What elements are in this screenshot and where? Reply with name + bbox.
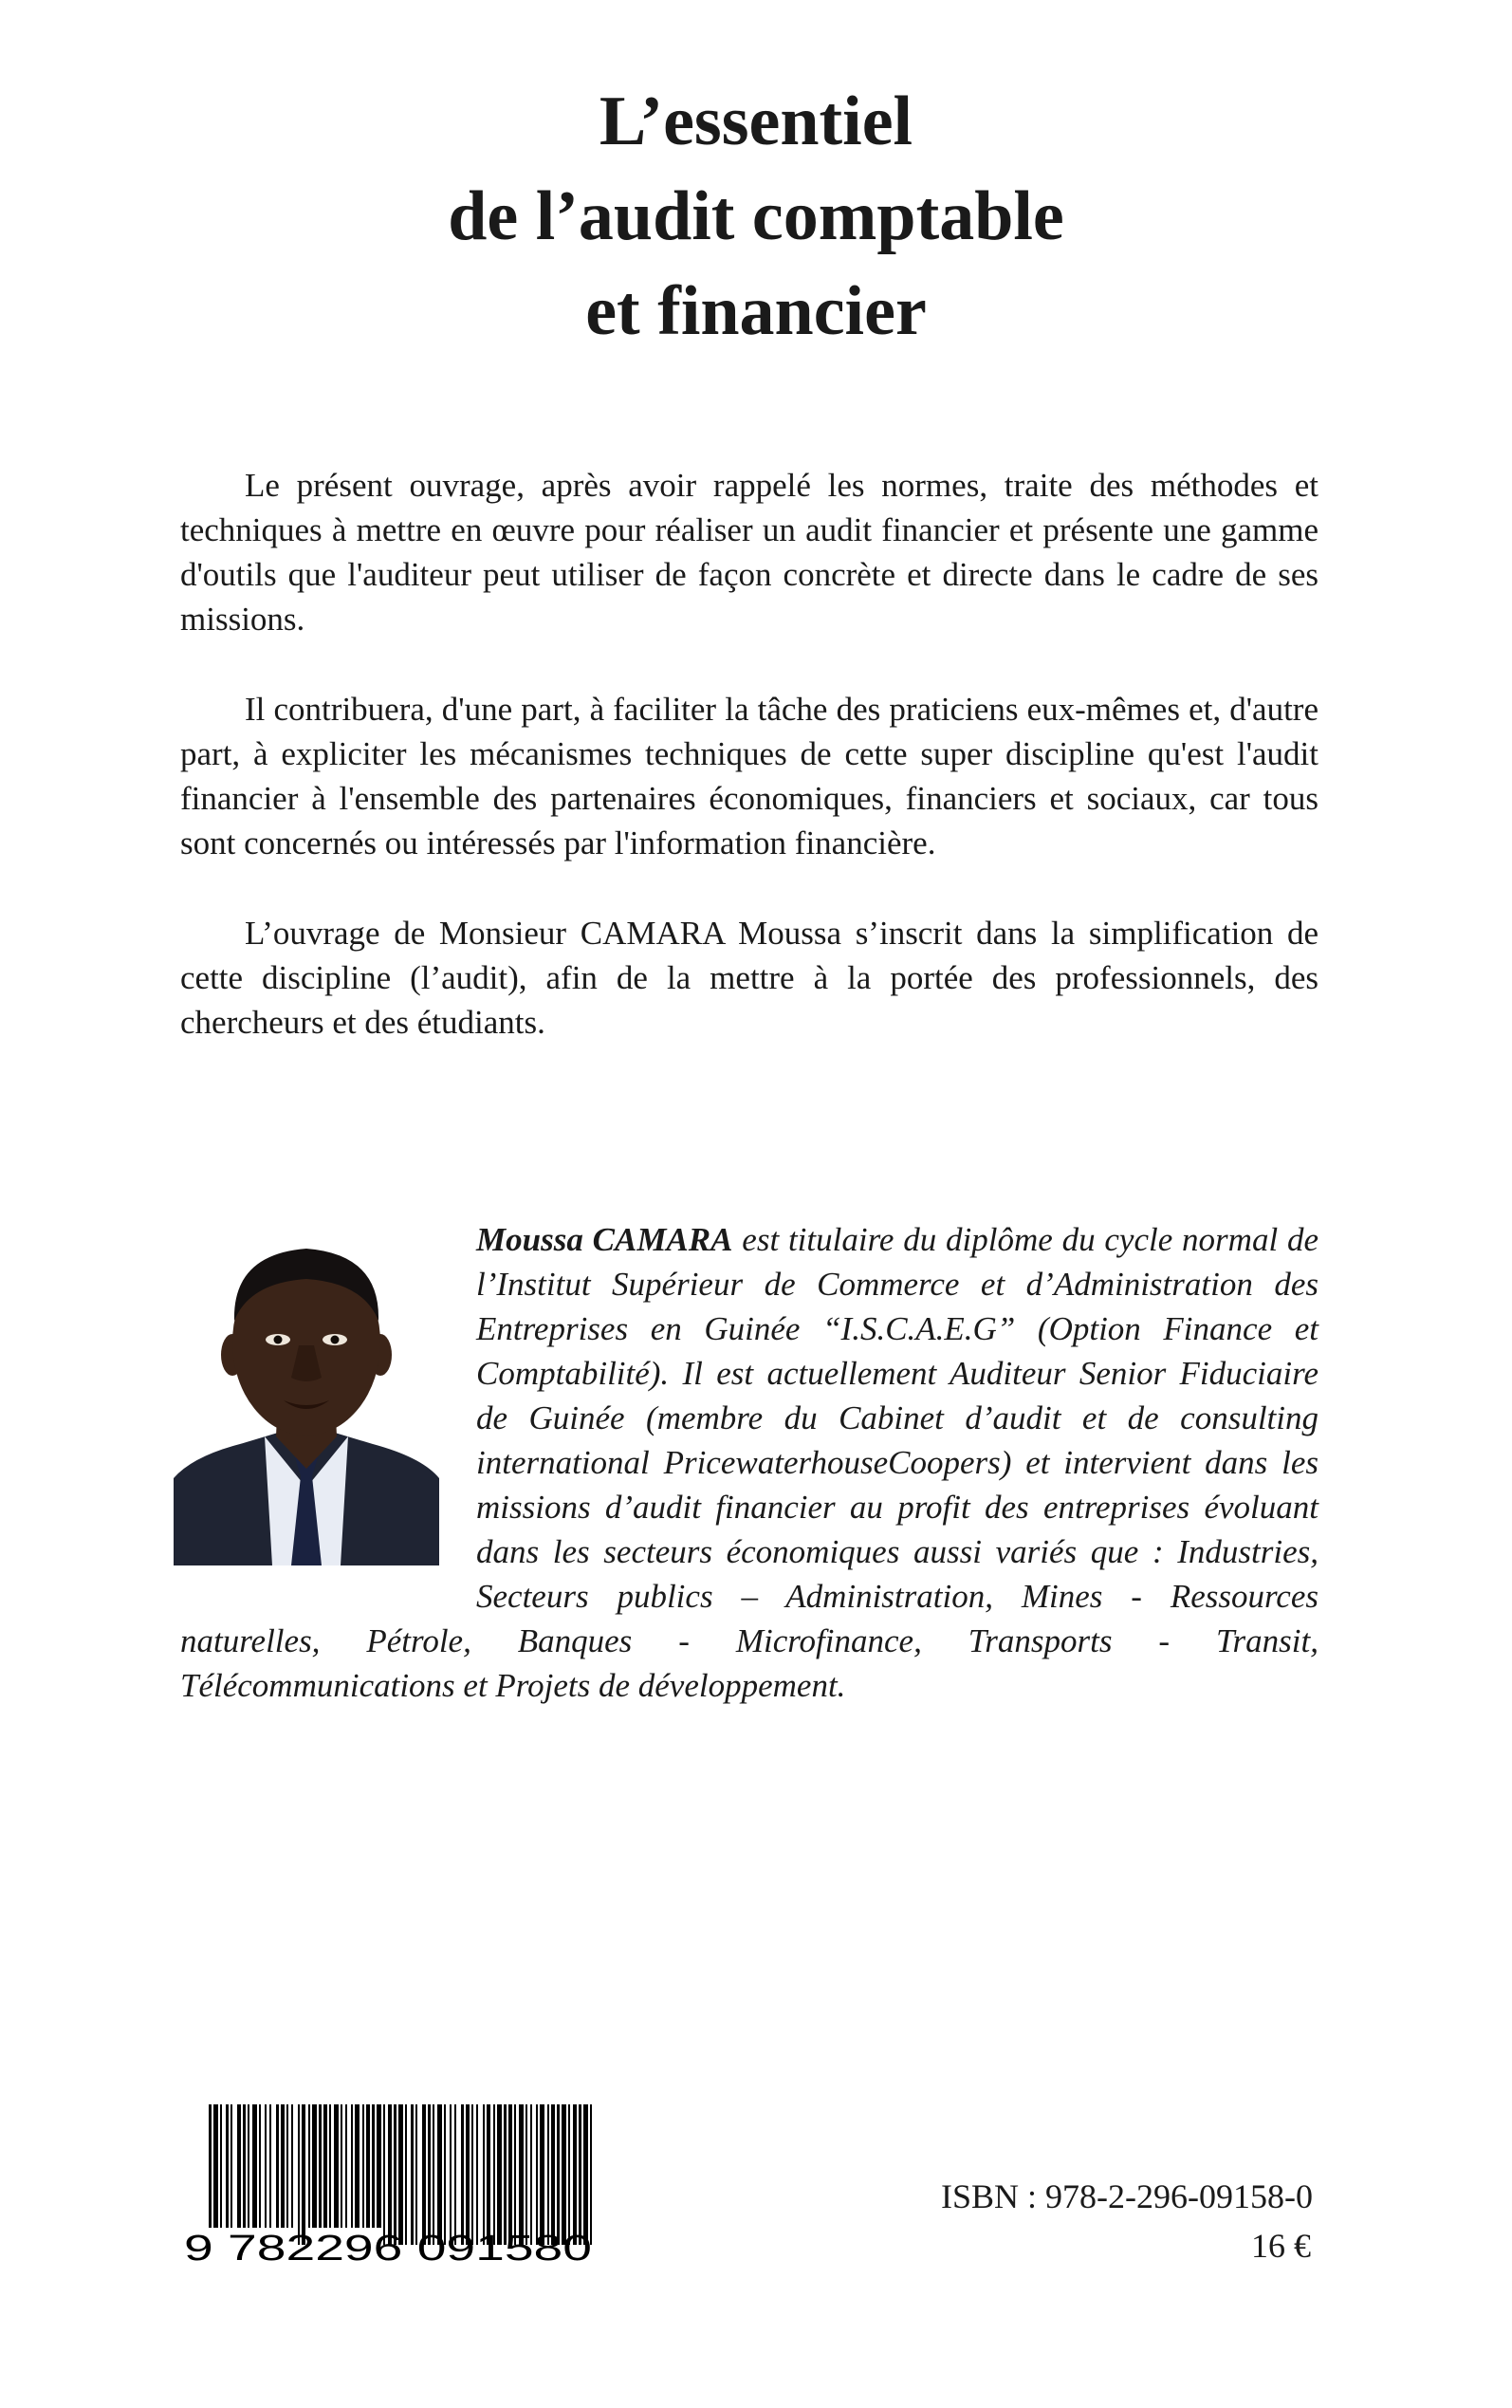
barcode-bar [428, 2104, 431, 2245]
barcode-bar [573, 2104, 577, 2245]
barcode-bar [220, 2104, 222, 2228]
barcode-bar [461, 2104, 464, 2245]
barcode-bar [276, 2104, 279, 2228]
barcode-bar [286, 2104, 288, 2228]
barcode-bar [269, 2104, 271, 2228]
barcode-bar [557, 2104, 560, 2245]
barcode-bar [377, 2104, 381, 2228]
barcode-bar [514, 2104, 516, 2245]
barcode-bar [536, 2104, 538, 2245]
photo-spacer [180, 1217, 476, 1578]
barcode-bar [568, 2104, 570, 2245]
barcode-bar [444, 2104, 446, 2245]
isbn-barcode [171, 2104, 607, 2266]
barcode-bar [579, 2104, 581, 2245]
barcode-bar [362, 2104, 364, 2228]
barcode-bar [493, 2104, 495, 2245]
title-line-1: L’essentiel [599, 83, 913, 160]
summary-paragraph-3: L’ouvrage de Monsieur CAMARA Moussa s’inscrit dans la simplification de cette discipline (l’audit), afin de la mettre à la portée des professionnels, des chercheurs et des étudiants. [180, 915, 1318, 1041]
barcode-bar [298, 2104, 300, 2245]
barcode-bar [519, 2104, 524, 2245]
barcode-bar [291, 2104, 293, 2228]
barcode-bar [351, 2104, 353, 2228]
barcode-bar [252, 2104, 257, 2228]
barcode-bar [372, 2104, 375, 2228]
author-name: Moussa CAMARA [476, 1221, 733, 1258]
barcode-bar [526, 2104, 527, 2245]
barcode-bar [237, 2104, 241, 2228]
barcode-bar [508, 2104, 512, 2245]
barcode-bar [454, 2104, 456, 2245]
barcode-bar [497, 2104, 502, 2245]
barcode-bar [398, 2104, 403, 2245]
barcode-bar [341, 2104, 342, 2228]
barcode-bar [226, 2104, 229, 2228]
price-label: 16 € [1251, 2227, 1311, 2265]
book-summary [180, 463, 1318, 1090]
isbn-number: ISBN : 978-2-296-09158-0 [941, 2177, 1313, 2215]
barcode-bar [345, 2104, 347, 2228]
barcode-bar [281, 2104, 285, 2228]
barcode-bar [265, 2104, 267, 2228]
barcode-bar [562, 2104, 566, 2245]
barcode-bar [334, 2104, 339, 2228]
barcode-bar [213, 2104, 218, 2245]
barcode-bar [551, 2104, 555, 2245]
title-line-2: de l’audit comptable [448, 177, 1064, 255]
barcode-bar [476, 2104, 478, 2245]
summary-paragraph-2: Il contribuera, d'une part, à faciliter la tâche des praticiens eux-mêmes et, d'autre part, à expliciter les mécanismes techniques de cette super discipline qu'est l'audit financier à l'ensemble des partenaires économiques, financiers et sociaux, car tous sont concernés ou intéressés par l'information financière. [180, 691, 1318, 861]
barcode-bar [312, 2104, 317, 2228]
barcode-bar [450, 2104, 452, 2245]
barcode-bar [471, 2104, 473, 2245]
barcode-bar [540, 2104, 544, 2245]
author-bio-text: est titulaire du diplôme du cycle normal de l’Institut Supérieur de Commerce et d’Administration des Entreprises en Guinée “I.S.C.A.E.G” (Option Finance et Comptabilité). Il est actuellement Auditeur Senior Fiduciaire de Guinée (membre du Cabinet d’audit et de consulting international PricewaterhouseCoopers) et intervient dans les missions d’audit financier au profit des entreprises évoluant dans les secteurs économiques aussi variés que : Industries, Secteurs publics – Administration, Mines - Ressources naturelles, Pétrole, Banques - Microfinance, Transports - Transit, Télécommunications et Projets de développement. [180, 1221, 1319, 1704]
barcode-bar [366, 2104, 370, 2228]
barcode-bar [230, 2104, 232, 2228]
barcode-bar [388, 2104, 392, 2245]
barcode-bar [437, 2104, 442, 2245]
barcode-bar [308, 2104, 310, 2228]
summary-paragraph-1: Le présent ouvrage, après avoir rappelé les normes, traite des méthodes et techniques à mettre en œuvre pour réaliser un audit financier et présente une gamme d'outils que l'auditeur peut utiliser de façon concrète et directe dans le cadre de ses missions. [180, 467, 1318, 638]
barcode-bar [383, 2104, 385, 2245]
barcode-bar [483, 2104, 485, 2245]
title-line-3: et financier [585, 272, 927, 350]
barcode-bar [583, 2104, 588, 2245]
barcode-bar [590, 2104, 592, 2245]
barcode-bar [329, 2104, 331, 2228]
barcode-bar [248, 2104, 249, 2228]
barcode-bar [405, 2104, 407, 2245]
barcode-bar [323, 2104, 327, 2228]
barcode-bar [302, 2104, 305, 2245]
barcode-bar [209, 2104, 212, 2245]
barcode-bar [487, 2104, 490, 2245]
barcode-bar [319, 2104, 322, 2228]
barcode-bar [466, 2104, 470, 2245]
barcode-bar [243, 2104, 246, 2228]
barcode-digits: 9 782296 091580 [184, 2229, 592, 2266]
barcode-bar [394, 2104, 396, 2245]
barcode-bar [530, 2104, 532, 2245]
barcode-bar [433, 2104, 434, 2245]
author-bio [180, 1217, 1318, 1708]
barcode-bar [259, 2104, 261, 2228]
barcode-bar [504, 2104, 507, 2245]
barcode-bar [547, 2104, 549, 2245]
barcode-bar [415, 2104, 417, 2245]
barcode-bar [411, 2104, 414, 2245]
book-title [0, 74, 1512, 359]
barcode-bar [422, 2104, 426, 2245]
barcode-bar [355, 2104, 360, 2228]
